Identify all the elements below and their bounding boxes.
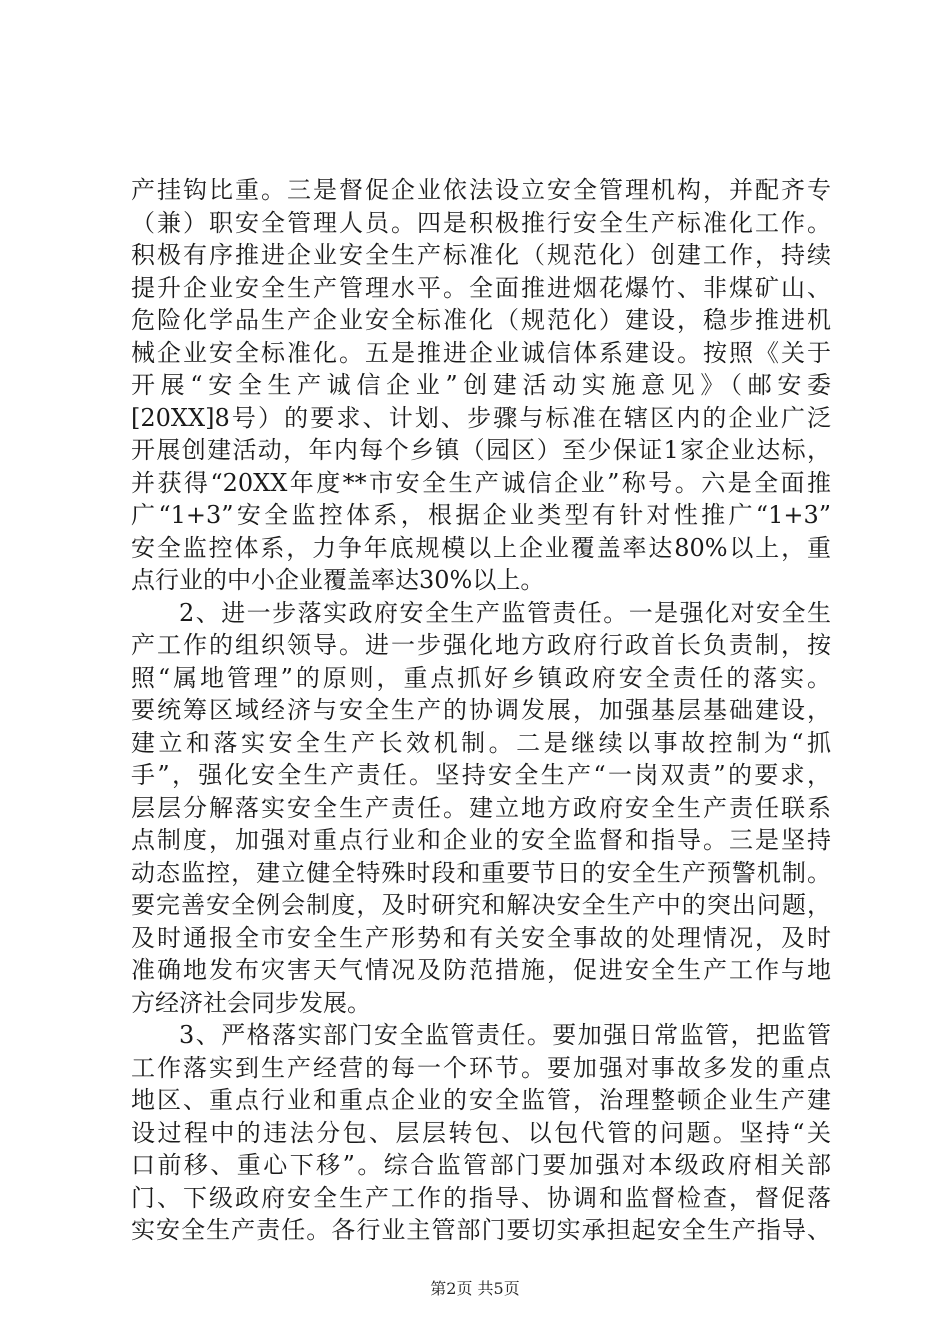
text-line: 建立和落实安全生产长效机制。二是继续以事故控制为“抓: [131, 728, 831, 757]
text-line: 开展创建活动，年内每个乡镇（园区）至少保证1家企业达标，: [131, 436, 831, 464]
page-number-footer: 第2页 共5页: [430, 1279, 520, 1298]
text-line: 方经济社会同步发展。: [131, 988, 371, 1017]
text-line: 并获得“20XX年度**市安全生产诚信企业”称号。六是全面推: [131, 468, 831, 497]
text-line: 开展“安全生产诚信企业”创建活动实施意见》（邮安委: [131, 371, 831, 399]
text-line: 门、下级政府安全生产工作的指导、协调和监督检查，督促落: [131, 1183, 831, 1212]
text-line: 准确地发布灾害天气情况及防范措施，促进安全生产工作与地: [131, 956, 831, 984]
text-line: 点制度，加强对重点行业和企业的安全监督和指导。三是坚持: [131, 826, 831, 854]
text-line: 产挂钩比重。三是督促企业依法设立安全管理机构，并配齐专: [131, 176, 831, 204]
text-line: 工作落实到生产经营的每一个环节。要加强对事故多发的重点: [131, 1053, 831, 1082]
text-line: [20XX]8号）的要求、计划、步骤与标准在辖区内的企业广泛: [131, 403, 831, 432]
text-line: 积极有序推进企业安全生产标准化（规范化）创建工作，持续: [131, 241, 831, 269]
text-line: 要统筹区域经济与安全生产的协调发展，加强基层基础建设，: [131, 696, 831, 724]
text-line: 提升企业安全生产管理水平。全面推进烟花爆竹、非煤矿山、: [131, 273, 831, 302]
text-line: 地区、重点行业和重点企业的安全监管，治理整顿企业生产建: [131, 1086, 831, 1114]
paragraph-3-first-line: 3、严格落实部门安全监管责任。要加强日常监管，把监管: [179, 1021, 831, 1049]
text-line: 层层分解落实安全生产责任。建立地方政府安全生产责任联系: [131, 793, 831, 822]
text-line: 点行业的中小企业覆盖率达30%以上。: [131, 566, 545, 594]
text-line: 照“属地管理”的原则，重点抓好乡镇政府安全责任的落实。: [131, 663, 831, 692]
text-line: 设过程中的违法分包、层层转包、以包代管的问题。坚持“关: [131, 1118, 831, 1147]
text-line: 广“1+3”安全监控体系，根据企业类型有针对性推广“1+3”: [131, 501, 831, 529]
text-line: 实安全生产责任。各行业主管部门要切实承担起安全生产指导、: [131, 1216, 831, 1244]
text-line: 手”，强化安全生产责任。坚持安全生产“一岗双责”的要求，: [131, 761, 831, 789]
paragraph-2-first-line: 2、进一步落实政府安全生产监管责任。一是强化对安全生: [179, 598, 831, 627]
text-line: 安全监控体系，力争年底规模以上企业覆盖率达80%以上，重: [131, 533, 831, 562]
text-line: 危险化学品生产企业安全标准化（规范化）建设，稳步推进机: [131, 306, 831, 334]
text-line: （兼）职安全管理人员。四是积极推行安全生产标准化工作。: [131, 208, 831, 237]
text-line: 及时通报全市安全生产形势和有关安全事故的处理情况，及时: [131, 923, 831, 952]
document-body: [131, 174, 831, 1247]
text-line: 动态监控，建立健全特殊时段和重要节日的安全生产预警机制。: [131, 858, 831, 887]
text-line: 产工作的组织领导。进一步强化地方政府行政首长负责制，按: [131, 631, 831, 659]
text-line: 械企业安全标准化。五是推进企业诚信体系建设。按照《关于: [131, 338, 831, 367]
text-line: 要完善安全例会制度，及时研究和解决安全生产中的突出问题，: [131, 891, 831, 919]
text-line: 口前移、重心下移”。综合监管部门要加强对本级政府相关部: [131, 1151, 831, 1179]
